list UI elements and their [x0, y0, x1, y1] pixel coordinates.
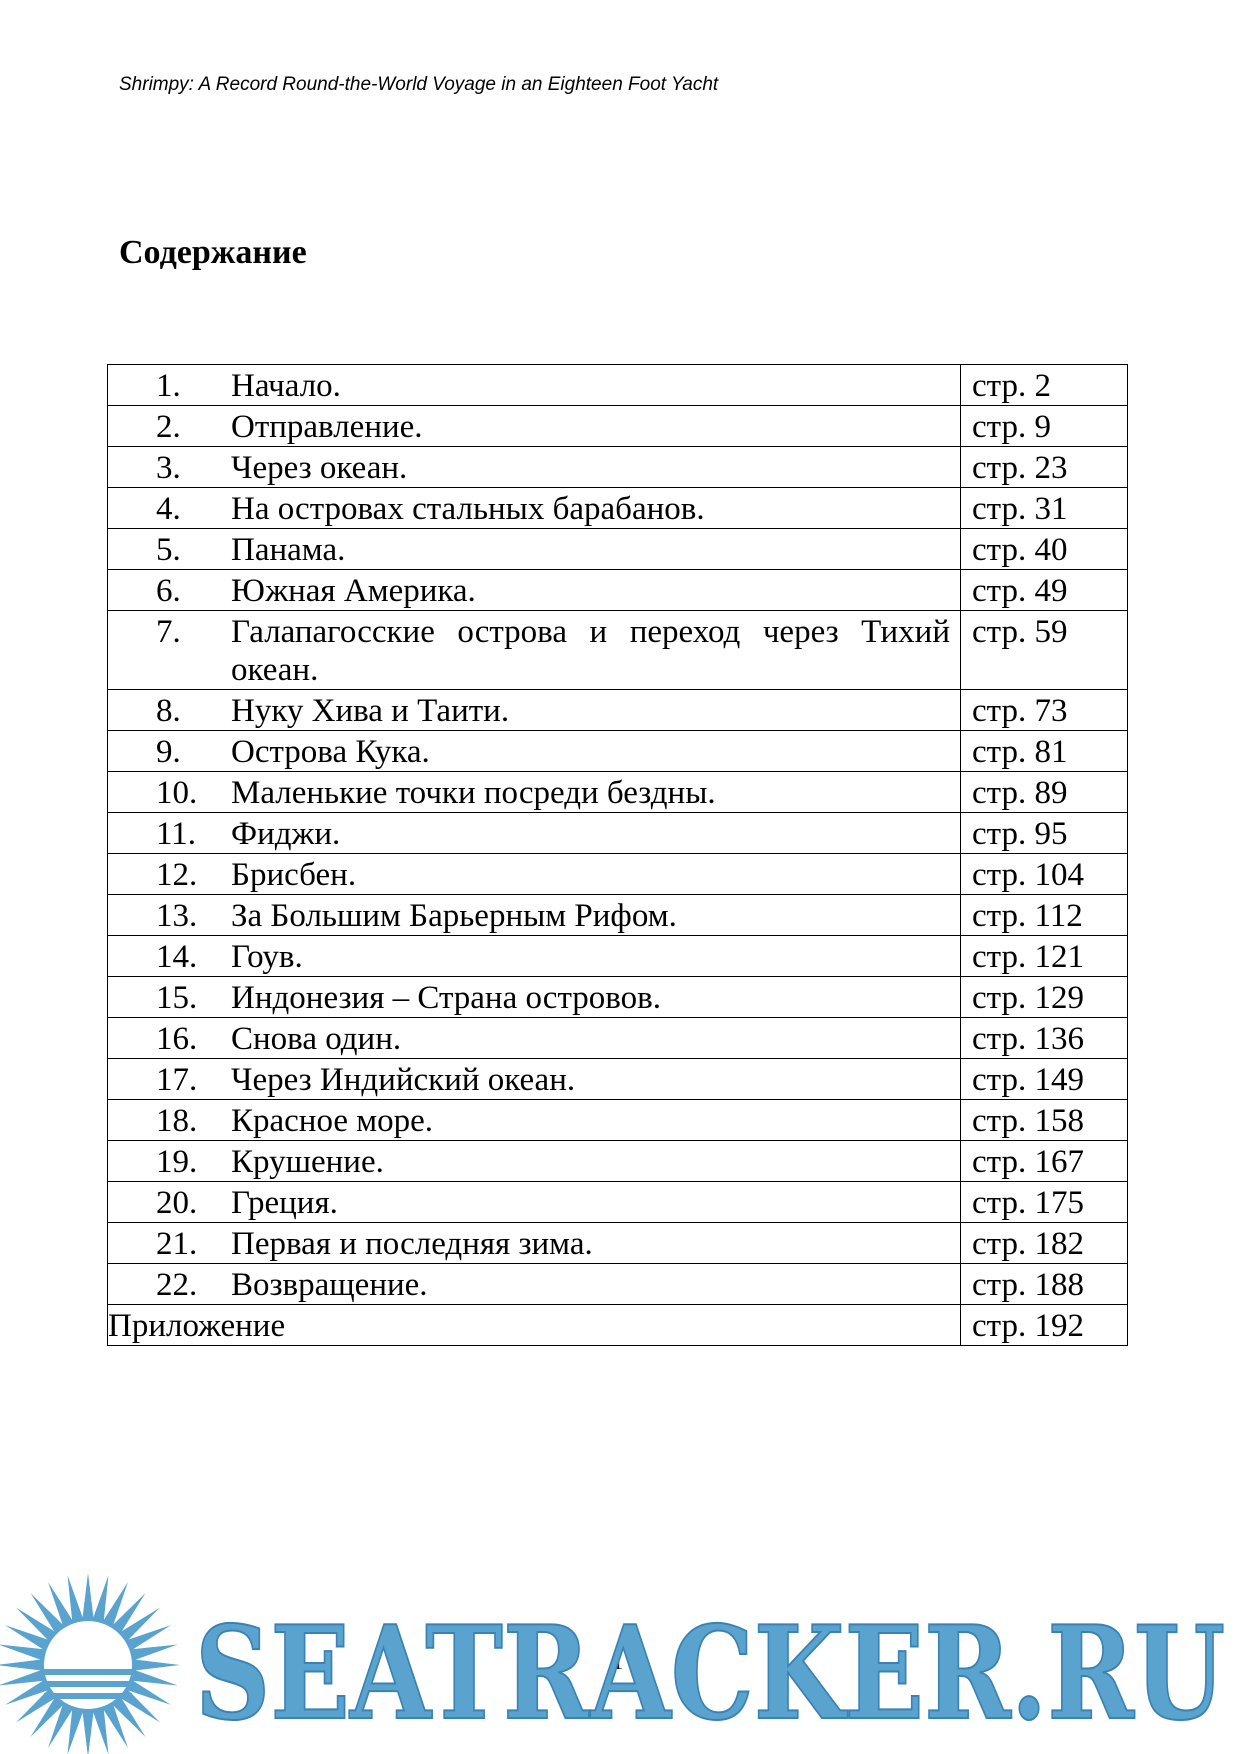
chapter-page: стр. 73 [961, 690, 1128, 731]
chapter-page: стр. 23 [961, 447, 1128, 488]
toc-entry [108, 1100, 961, 1141]
chapter-title: Острова Кука. [231, 734, 430, 770]
chapter-number: 21. [156, 1226, 198, 1262]
chapter-number: 16. [156, 1021, 198, 1057]
chapter-page: стр. 149 [961, 1059, 1128, 1100]
chapter-number: 5. [156, 532, 181, 568]
toc-entry [108, 570, 961, 611]
chapter-title: Нуку Хива и Таити. [231, 693, 510, 729]
sun-icon [0, 1573, 180, 1754]
chapter-number: 4. [156, 491, 181, 527]
toc-entry [108, 895, 961, 936]
chapter-title: Панама. [231, 532, 346, 568]
chapter-title: Первая и последняя зима. [231, 1226, 593, 1262]
page-title: Содержание [119, 234, 307, 271]
toc-row [108, 447, 1128, 488]
toc-entry [108, 1182, 961, 1223]
running-header: Shrimpy: A Record Round-the-World Voyage in an Eighteen Foot Yacht [119, 74, 719, 95]
toc-entry [108, 731, 961, 772]
chapter-number: 3. [156, 450, 181, 486]
chapter-title: Красное море. [231, 1103, 434, 1139]
chapter-page: стр. 31 [961, 488, 1128, 529]
chapter-number: 11. [156, 816, 197, 852]
toc-row [108, 772, 1128, 813]
chapter-number: 14. [156, 939, 198, 975]
chapter-title: Отправление. [231, 409, 423, 445]
toc-row [108, 1264, 1128, 1305]
toc-entry [108, 447, 961, 488]
chapter-title: Греция. [231, 1185, 338, 1221]
toc-row [108, 365, 1128, 406]
toc-entry [108, 406, 961, 447]
sun-wave [44, 1669, 132, 1675]
toc-row [108, 1223, 1128, 1264]
toc-row [108, 1059, 1128, 1100]
toc-entry [108, 611, 961, 690]
sun-wave [44, 1693, 132, 1699]
chapter-number: 18. [156, 1103, 198, 1139]
appendix-page: стр. 192 [961, 1305, 1128, 1346]
chapter-page: стр. 136 [961, 1018, 1128, 1059]
chapter-page: стр. 129 [961, 977, 1128, 1018]
chapter-number: 7. [156, 614, 181, 650]
toc-row [108, 406, 1128, 447]
toc-row [108, 977, 1128, 1018]
chapter-title: Южная Америка. [231, 573, 476, 609]
toc-entry [108, 690, 961, 731]
toc-table [107, 364, 1128, 1346]
chapter-title: Через океан. [231, 450, 408, 486]
toc-entry [108, 365, 961, 406]
toc-entry [108, 488, 961, 529]
toc-row [108, 1100, 1128, 1141]
toc-row [108, 1182, 1128, 1223]
chapter-page: стр. 104 [961, 854, 1128, 895]
toc-row [108, 690, 1128, 731]
toc-row-appendix [108, 1305, 1128, 1346]
chapter-title: Начало. [231, 368, 341, 404]
toc-entry [108, 1141, 961, 1182]
toc-entry [108, 772, 961, 813]
chapter-title: Маленькие точки посреди бездны. [231, 775, 716, 811]
chapter-title: Крушение. [231, 1144, 384, 1180]
toc-row [108, 936, 1128, 977]
chapter-title: Индонезия – Страна островов. [231, 980, 661, 1016]
chapter-page: стр. 158 [961, 1100, 1128, 1141]
toc-entry [108, 1059, 961, 1100]
chapter-number: 8. [156, 693, 181, 729]
chapter-title: На островах стальных барабанов. [231, 491, 705, 527]
sun-wave [44, 1681, 132, 1687]
chapter-title: За Большим Барьерным Рифом. [231, 898, 677, 934]
chapter-number: 6. [156, 573, 181, 609]
appendix-title: Приложение [108, 1305, 961, 1346]
chapter-title: Галапагосские острова и переход через Тихий океан. [231, 614, 950, 688]
chapter-page: стр. 89 [961, 772, 1128, 813]
toc-row [108, 895, 1128, 936]
chapter-page: стр. 95 [961, 813, 1128, 854]
toc-entry [108, 813, 961, 854]
toc-row [108, 1141, 1128, 1182]
chapter-page: стр. 40 [961, 529, 1128, 570]
chapter-number: 2. [156, 409, 181, 445]
chapter-page: стр. 175 [961, 1182, 1128, 1223]
toc-body [108, 365, 1128, 1346]
toc-row [108, 529, 1128, 570]
toc-entry [108, 854, 961, 895]
chapter-page: стр. 59 [961, 611, 1128, 690]
chapter-number: 10. [156, 775, 198, 811]
chapter-number: 9. [156, 734, 181, 770]
chapter-number: 12. [156, 857, 198, 893]
toc-row [108, 854, 1128, 895]
chapter-number: 17. [156, 1062, 198, 1098]
toc-row [108, 1018, 1128, 1059]
toc-entry [108, 1264, 961, 1305]
chapter-page: стр. 9 [961, 406, 1128, 447]
chapter-page: стр. 167 [961, 1141, 1128, 1182]
chapter-number: 22. [156, 1267, 198, 1303]
toc-entry [108, 936, 961, 977]
toc-entry [108, 1018, 961, 1059]
toc-entry [108, 529, 961, 570]
chapter-title: Гоув. [231, 939, 303, 975]
toc-row [108, 731, 1128, 772]
chapter-number: 20. [156, 1185, 198, 1221]
chapter-number: 13. [156, 898, 198, 934]
chapter-number: 15. [156, 980, 198, 1016]
chapter-number: 19. [156, 1144, 198, 1180]
chapter-page: стр. 49 [961, 570, 1128, 611]
page-number: 1 [613, 1652, 623, 1674]
chapter-title: Через Индийский океан. [231, 1062, 576, 1098]
chapter-page: стр. 81 [961, 731, 1128, 772]
chapter-page: стр. 112 [961, 895, 1128, 936]
watermark [0, 1570, 1240, 1754]
toc-entry [108, 1223, 961, 1264]
chapter-page: стр. 2 [961, 365, 1128, 406]
watermark-text: SEATRACKER.RU [195, 1599, 1225, 1749]
chapter-title: Возвращение. [231, 1267, 428, 1303]
toc-row [108, 813, 1128, 854]
chapter-page: стр. 182 [961, 1223, 1128, 1264]
chapter-title: Брисбен. [231, 857, 357, 893]
chapter-title: Снова один. [231, 1021, 402, 1057]
toc-entry [108, 977, 961, 1018]
toc-row [108, 611, 1128, 690]
toc-row [108, 488, 1128, 529]
toc-row [108, 570, 1128, 611]
chapter-number: 1. [156, 368, 181, 404]
chapter-page: стр. 121 [961, 936, 1128, 977]
chapter-title: Фиджи. [231, 816, 341, 852]
chapter-page: стр. 188 [961, 1264, 1128, 1305]
